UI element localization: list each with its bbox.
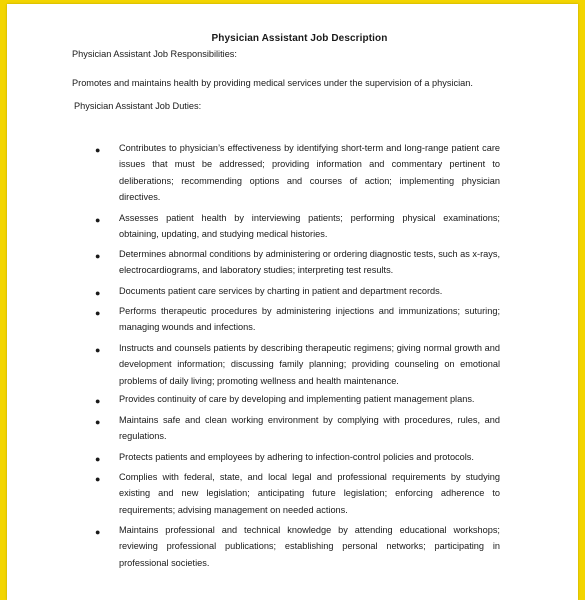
duty-text: Maintains safe and clean working environment by complying with procedures, rules, and regulations. xyxy=(119,415,500,442)
bullet-icon: ● xyxy=(95,345,101,355)
duty-text: Assesses patient health by interviewing patients; performing physical examinations; obtaining, updating, and studying medical histories. xyxy=(119,213,500,240)
duty-text: Provides continuity of care by developing and implementing patient management plans. xyxy=(119,394,475,404)
bullet-icon: ● xyxy=(95,396,101,406)
document-title xyxy=(7,33,578,44)
bullet-icon: ● xyxy=(95,308,101,318)
bullet-icon: ● xyxy=(95,454,101,464)
bullet-icon: ● xyxy=(95,215,101,225)
document-title-text: Physician Assistant Job Description xyxy=(211,33,388,44)
duty-text: Performs therapeutic procedures by administering injections and immunizations; suturing; managing wounds and infections. xyxy=(119,306,500,333)
duty-text: Determines abnormal conditions by administering or ordering diagnostic tests, such as x-rays, electrocardiograms, and laboratory studies; interpreting test results. xyxy=(119,249,500,276)
duties-heading: Physician Assistant Job Duties: xyxy=(74,101,202,111)
bullet-icon: ● xyxy=(95,417,101,427)
duty-text: Instructs and counsels patients by describing therapeutic regimens; giving normal growth and development information; discussing family planning; providing counseling on emotional problems of daily living; promoting wellness and health maintenance. xyxy=(119,343,500,386)
bullet-icon: ● xyxy=(95,288,101,298)
job-summary: Promotes and maintains health by providing medical services under the supervision of a physician. xyxy=(72,78,473,88)
bullet-icon: ● xyxy=(95,474,101,484)
duty-text: Maintains professional and technical knowledge by attending educational workshops; reviewing professional publications; establishing personal networks; participating in professional societies. xyxy=(119,525,500,568)
duty-text: Documents patient care services by charting in patient and department records. xyxy=(119,286,443,296)
responsibilities-heading: Physician Assistant Job Responsibilities: xyxy=(72,49,237,59)
bullet-icon: ● xyxy=(95,145,101,155)
document-page xyxy=(7,4,578,600)
duty-text: Complies with federal, state, and local legal and professional requirements by studying existing and new legislation; anticipating future legislation; enforcing adherence to requirements; advising management on needed actions. xyxy=(119,472,500,515)
duty-text: Protects patients and employees by adhering to infection-control policies and protocols. xyxy=(119,452,474,462)
duty-text: Contributes to physician’s effectiveness by identifying short-term and long-range patient care issues that must be addressed; providing information and commentary pertinent to deliberations; recommending options and courses of action; implementing physician directives. xyxy=(119,143,500,202)
bullet-icon: ● xyxy=(95,251,101,261)
bullet-icon: ● xyxy=(95,527,101,537)
